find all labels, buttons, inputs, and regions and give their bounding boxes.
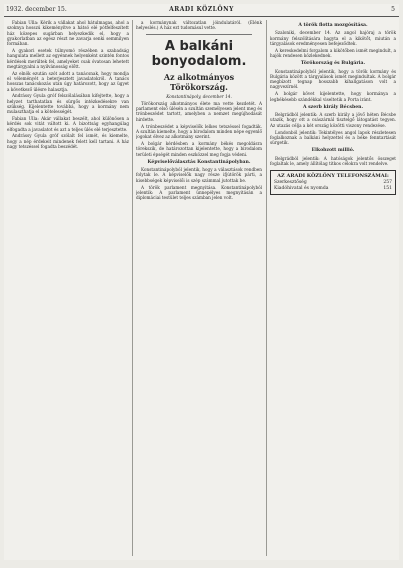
separator <box>146 34 252 35</box>
paragraph: Londonból jelentik: Tekintélyes angol lapok részletesen foglalkoznak a balkáni helyzettel és a béke fenntartását sürgetik. <box>270 129 396 146</box>
telephone-box-title: AZ ARADI KÖZLÖNY TELEFONSZÁMAI: <box>277 173 389 180</box>
issue-date: 1932. december 15. <box>6 6 67 13</box>
telephone-number: 257 <box>383 180 392 186</box>
paragraph: A bolgár követ kijelentette, hogy kormánya a legbékésebb szándékkal viseltetik a Porta iránt. <box>270 91 396 102</box>
paper-title: ARADI KÖZLÖNY <box>169 6 234 13</box>
section-subhead: A szerb király Bécsben. <box>302 104 364 110</box>
paragraph: Fabian Ulla: Akár vállakat beszélt, ahol különösen a kérdés sok vitát váltott ki. A bizottság egyhangúlag elfogadta a javaslatot és azt a teljes ülés elé terjesztette. <box>7 116 129 132</box>
column-2 <box>136 20 262 558</box>
column-rule <box>132 20 133 556</box>
paragraph: A török parlament megnyitása. Konstantinápolyból jelentik: A parlament ünnepélyes megnyitásán a diplomáciai testület teljes számban jelen volt. <box>136 184 262 201</box>
paragraph: A trónbeszédet a képviselők lelkes tetszéssel fogadták. A szultán kiemelte, hogy a birodalom minden népe egyenlő jogokat élvez az alkotmány szerint. <box>136 123 262 140</box>
paragraph: Andrássy Gyula gróf szólalt fel ismét, és kiemelte, hogy a nép érdekeit mindenek felett kell tartani. A ház nagy tetszéssel fogadta beszédét. <box>7 133 129 150</box>
paragraph: A gyakori esetek túlnyomó részében a szabadság hangulata mellett az egyénnek helyenként szintén fontos kérdések merültek fel, amelyeket csak óvatosan lehetett megtárgyalni a nyilvánosság előtt. <box>7 47 129 69</box>
paragraph: A bolgár kérdésben a kormány békés megoldásra törekszik, de határozottan kijelentette, hogy a birodalom területi épségét minden eszközzel meg fogja védeni. <box>136 140 262 157</box>
paragraph: A kereskedelmi forgalom a kikötőben ismét megindult, a hajók rendesen közlekednek. <box>270 47 396 58</box>
paragraph: Fabian Ulla: Kérik a vállakat ahol hátulmagas, ahol a szoknya hosszú kikeményítve a hátsó elé pótfelfeszített ház közepes sugárban helyezkedik el, hogy a gyakorlatban az egész részt ne zavarja senki semmilyen formában. <box>7 20 129 47</box>
page-number: 5 <box>391 6 395 13</box>
telephone-label: Kiadóhivatal és nyomda <box>274 186 329 192</box>
section-subhead: Elkobzott millió. <box>311 148 355 154</box>
telephone-number: 151 <box>383 186 392 192</box>
paragraph: Belgrádból jelentik: A hatóságok jelentős összeget foglaltak le, amely állítólag titkos célokra volt rendelve. <box>270 155 396 167</box>
section-subhead: A török flotta mozgósítása. <box>298 23 368 28</box>
paragraph: Konstantinápolyból jelentik, hogy a választások rendben folytak le. A képviselők nagy része ifjútörök párti, a kisebbségek képviselői is szép számmal jutottak be. <box>136 167 262 183</box>
section-subhead: Törökország és Bulgária. <box>300 61 366 67</box>
paragraph: Andrássy Gyula gróf felszólalásában kifejtette, hogy a helyzet tarthatatlan és sürgős intézkedésekre van szükség. Kijelentette továbbá, hogy a kormány nem mulaszthatja el a kötelességét. <box>7 93 129 115</box>
masthead <box>4 4 399 17</box>
paragraph: Konstantinápolyból jelentik, hogy a török kormány és Bulgária között a tárgyalások ismét megindultak. A bolgár megbízott tegnap hosszabb kihallgatáson volt a nagyvezírnél. <box>270 68 396 90</box>
column-rule <box>266 20 267 556</box>
telephone-box <box>270 170 396 195</box>
dateline: Konstantinápoly, december 14. <box>166 93 232 99</box>
newspaper-page <box>4 4 399 560</box>
paragraph: Az elnök ezután szót adott a tanácsnak, hogy mondja el véleményét a beterjesztett javaslatokról. A tanács hosszas tanácskozás után úgy határozott, hogy az ügyet a következő ülésre halasztja. <box>7 70 129 92</box>
paragraph: Szaloniki, december 14. Az angol hajóraj a török kormány felszólítására hagyta el a kikötőt, miután a tárgyalások eredményesen befejeződtek. <box>270 30 396 46</box>
paragraph: Belgrádból jelentik: A szerb király a jövő héten Bécsbe utazik, hogy ott a császárnál tisztelgő látogatást tegyen. Az utazás célja a két ország közötti viszony rendezése. <box>270 112 396 128</box>
paragraph: a kormánynak változatlan jóindulatáról. (Élénk helyeslés.) A ház ezt tudomásul vette. <box>136 20 262 31</box>
paragraph: Törökország alkotmányos élete ma vette kezdetét. A parlament első ülésén a szultán személyesen jelent meg és trónbeszédet tartott, amelyben a nemzet megújhodását hirdette. <box>136 100 262 122</box>
section-subhead: Képviselőválasztás Konstantinápolyban. <box>147 159 251 165</box>
main-headline: A balkáni bonyodalom. <box>151 38 247 69</box>
column-3 <box>270 20 396 558</box>
telephone-row <box>274 186 392 192</box>
telephone-label: Szerkesztőség <box>274 180 307 186</box>
sub-headline: Az alkotmányos Törökország. <box>163 71 235 92</box>
column-1 <box>7 20 129 558</box>
